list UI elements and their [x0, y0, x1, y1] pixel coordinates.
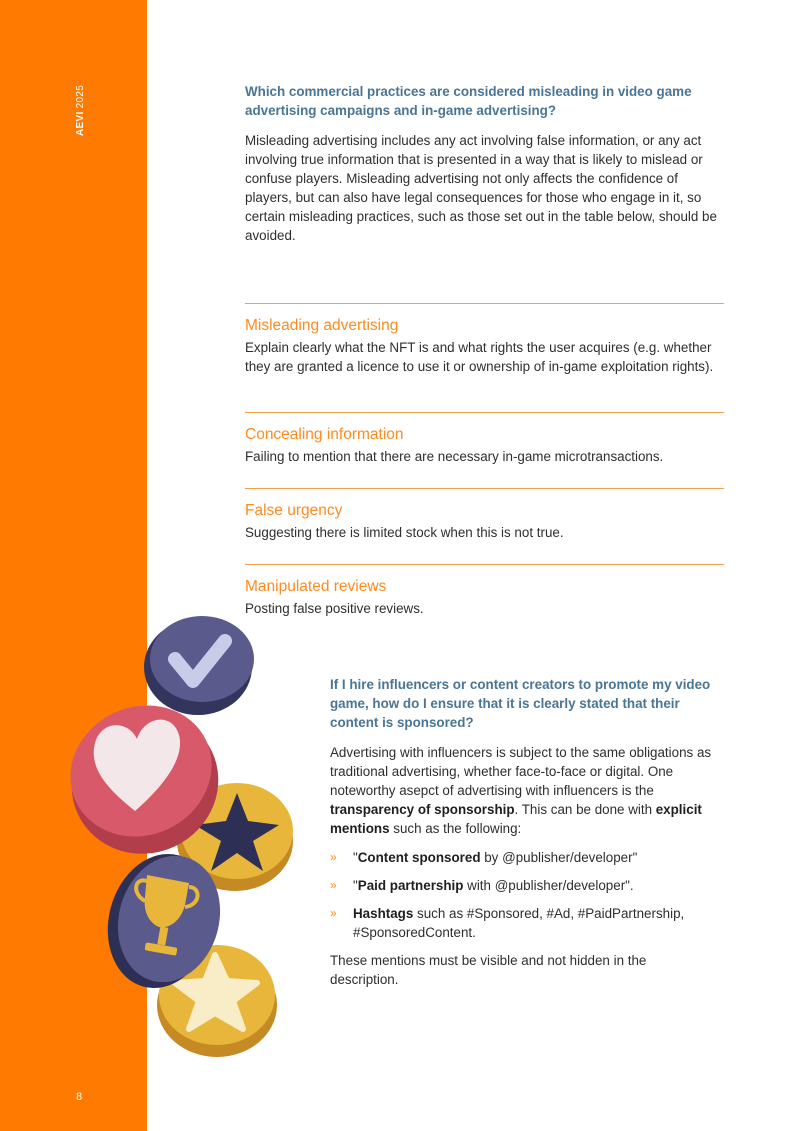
section-influencers [330, 675, 718, 989]
practice-title: False urgency [245, 502, 343, 519]
body-text-part: Advertising with influencers is subject to the same obligations as traditional advertising, whether face-to-face or digital. One noteworthy asepct of advertising with influencers is the [330, 745, 712, 798]
divider [245, 564, 724, 565]
practice-description: Explain clearly what the NFT is and what rights the user acquires (e.g. whether they are granted a licence to use it or ownership of in-game exploitation rights). [245, 340, 714, 374]
practice-title: Manipulated reviews [245, 578, 387, 595]
divider [245, 412, 724, 413]
practice-item [245, 488, 725, 542]
body-text-part: such as the following: [389, 821, 522, 836]
list-item [330, 876, 718, 895]
bullet-marker: » [330, 878, 337, 892]
body-emphasis: transparency of sponsorship [330, 802, 515, 817]
practice-item [245, 412, 725, 466]
section-body: Misleading advertising includes any act involving false information, or any act involving true information that is presented in a way that is likely to mislead or confuse players. Misleading advertising not only affects the confidence of players, but can also have legal consequences for those who engage in it, so certain misleading practices, such as those set out in the table below, should be avoided. [245, 133, 717, 243]
practice-description: Suggesting there is limited stock when this is not true. [245, 525, 564, 540]
item-emphasis: Hashtags [353, 906, 414, 921]
mention-list [330, 848, 718, 942]
item-text: " [353, 878, 358, 893]
item-emphasis: Content sponsored [357, 850, 481, 865]
list-item [330, 848, 718, 867]
practice-description: Failing to mention that there are necessary in-game microtransactions. [245, 449, 664, 464]
section-closing: These mentions must be visible and not hidden in the description. [330, 953, 647, 987]
section-misleading-practices [245, 82, 725, 245]
brand-name: AEVI [75, 111, 86, 136]
reward-coins-illustration [65, 615, 315, 1075]
item-text: such as #Sponsored, #Ad, #PaidPartnership, #SponsoredContent. [353, 906, 685, 940]
check-coin [144, 616, 254, 715]
item-text: by @publisher/developer" [480, 850, 638, 865]
practice-item [245, 564, 725, 618]
item-text: " [353, 850, 358, 865]
section-question: Which commercial practices are considered misleading in video game advertising campaigns and in-game advertising? [245, 84, 692, 118]
brand-label [75, 76, 89, 136]
list-item [330, 904, 718, 942]
body-emphasis: explicit mentions [330, 802, 702, 836]
brand-year: 2025 [75, 84, 86, 109]
practice-title: Misleading advertising [245, 317, 399, 334]
section-body [330, 743, 718, 838]
section-question: If I hire influencers or content creators to promote my video game, how do I ensure that it is clearly stated that their content is sponsored? [330, 677, 711, 730]
bullet-marker: » [330, 906, 337, 920]
practice-description: Posting false positive reviews. [245, 601, 424, 616]
bullet-marker: » [330, 850, 337, 864]
divider [245, 488, 724, 489]
divider [245, 303, 724, 304]
practice-title: Concealing information [245, 426, 404, 443]
item-text: with @publisher/developer". [463, 878, 634, 893]
body-text-part: . This can be done with [514, 802, 656, 817]
item-emphasis: Paid partnership [357, 878, 464, 893]
page-number: 8 [76, 1091, 83, 1103]
practice-item [245, 303, 725, 376]
